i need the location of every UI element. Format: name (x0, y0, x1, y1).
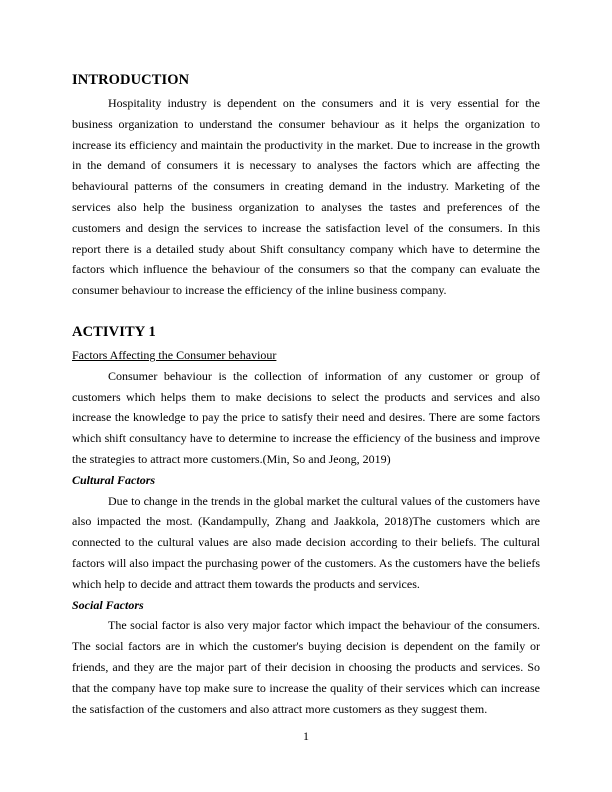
consumer-behaviour-paragraph: Consumer behaviour is the collection of information of any customer or group of customers which helps them to make decisions to select the products and services and also increase the knowledge to pay the price to satisfy their need and desires. There are some factors which shift consultancy have to determine to increase the efficiency of the business and improve the strategies to attract more customers.(Min, So and Jeong, 2019) (72, 368, 540, 466)
activity-1-heading: ACTIVITY 1 (72, 323, 156, 340)
social-factors-heading: Social Factors (72, 597, 144, 612)
cultural-factors-paragraph: Due to change in the trends in the global market the cultural values of the customers have also impacted the most. (Kandampully, Zhang and Jaakkola, 2018)The customers which are connected to the cultural values are also made decision according to their beliefs. The cultural factors will also impact the purchasing power of the customers. As the customers have the beliefs which help to decide and attract them towards the products and services. (72, 493, 540, 591)
cultural-factors-heading: Cultural Factors (72, 472, 156, 487)
social-factors-paragraph: The social factor is also very major factor which impact the behaviour of the consumers. The social factors are in which the customer's buying decision is dependent on the family or friends, and they are the major part of their decision in choosing the products and services. So that the company have top make sure to increase the quality of their services which can increase the satisfaction of the customers and also attract more customers as they suggest them. (72, 618, 540, 716)
introduction-paragraph: Hospitality industry is dependent on the consumers and it is very essential for the business organization to understand the consumer behaviour as it helps the organization to increase its efficiency and maintain the productivity in the market. Due to increase in the growth in the demand of consumers it is necessary to analyses the factors which are affecting the behavioural patterns of the consumers in creating demand in the industry. Marketing of the services also help the business organization to analyses the tastes and preferences of the customers and design the services to increase the satisfaction level of the consumers. In this report there is a detailed study about Shift consultancy company which have to determine the factors which influence the behaviour of the consumers so that the company can evaluate the consumer behaviour to increase the efficiency of the inline business company. (72, 96, 540, 298)
document-page (72, 70, 540, 719)
spacer (72, 301, 540, 322)
introduction-heading: INTRODUCTION (72, 72, 190, 88)
page-number: 1 (303, 729, 309, 743)
consumer-behaviour-subheading: Factors Affecting the Consumer behaviour (72, 347, 277, 362)
